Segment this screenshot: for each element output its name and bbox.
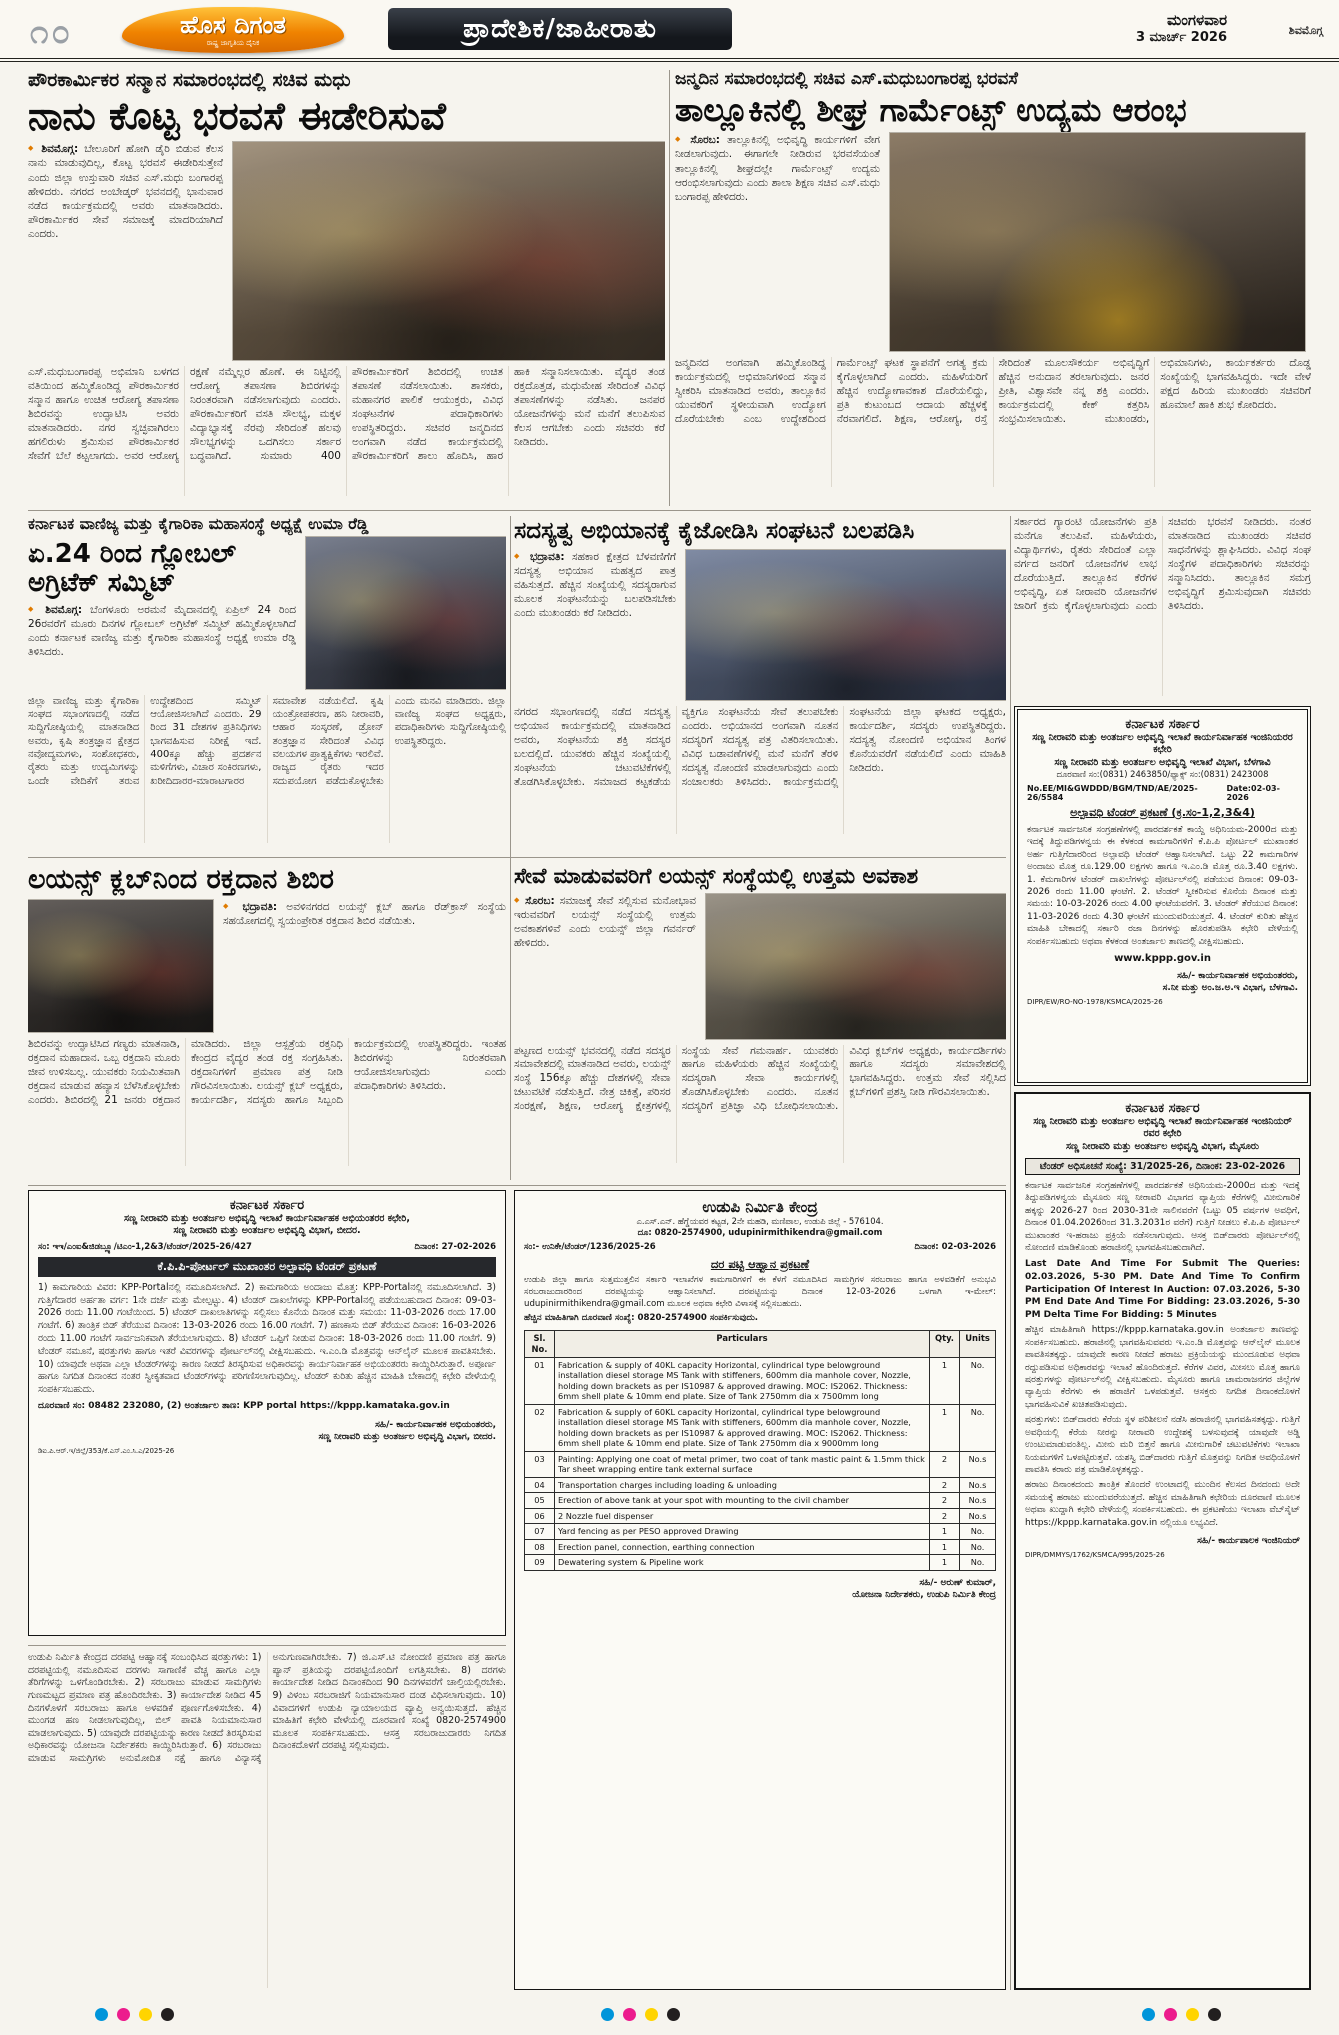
article-body: [1014, 516, 1311, 696]
govt-title: ಕರ್ನಾಟಕ ಸರ್ಕಾರ: [1125, 1101, 1200, 1116]
dipr-reference: DIPR/DMMYS/1762/KSMCA/995/2025-26: [1025, 1551, 1165, 1560]
article-photo: [686, 550, 1006, 700]
divider: [669, 70, 670, 506]
article-headline: ನಾನು ಕೊಟ್ಟ ಭರವಸೆ ಈಡೇರಿಸುವೆ: [28, 93, 446, 138]
office-name: ಸಣ್ಣ ನೀರಾವರಿ ಮತ್ತು ಅಂತರ್ಜಲ ಅಭಿವೃದ್ಧಿ ಇಲಾಖೆ ಕಾರ್ಯನಿರ್ವಾಹಕ ಅಭಿಯಂತರರ ಕಛೇರಿ,: [124, 1213, 410, 1224]
magenta-registration-dot: [117, 2008, 130, 2021]
article-lead: [28, 603, 296, 659]
column-header-sl: Sl. No.: [525, 1331, 555, 1358]
cell-particulars: Erection panel, connection, earthing connection: [555, 1539, 930, 1555]
tender-english-schedule: Last Date And Time For Submit The Queries: 02.03.2026, 5-30 PM. Date And Time To Confirm Participation Of Interest In Auction: 07.03.2026, 5-30 PM End Date And Time For Bidding: 23.03.2026, 5-30 PM Delta Time For Bidding: 5 Minutes: [1025, 1259, 1300, 1320]
dipr-reference: ಡಿಐ.ಪಿ.ಆರ್.ಇ/ಜಿಲ್ಲೆ/353/ಕೆ.ಎಸ್.ಎಂ.ಸಿ.ಎ/2025-26: [38, 1446, 175, 1455]
cell-sl: 03: [525, 1451, 555, 1477]
divider: [1010, 516, 1011, 1990]
article-lead: [675, 133, 880, 351]
cell-qty: 2: [930, 1477, 960, 1493]
signature-line1: ಸಹಿ/- ಅರುಣ್ ಕುಮಾರ್,: [919, 1577, 996, 1588]
cell-qty: 1: [930, 1539, 960, 1555]
signature-line1: ಸಹಿ/- ಕಾರ್ಯನಿರ್ವಾಹಕ ಅಭಿಯಂತರರು,: [1177, 971, 1298, 982]
cyan-registration-dot: [95, 2008, 108, 2021]
signature-block: [1027, 970, 1298, 994]
table-row: [525, 1493, 996, 1509]
office-name: ಸಣ್ಣ ನೀರಾವರಿ ಮತ್ತು ಅಂತರ್ಜಲ ಅಭಿವೃದ್ಧಿ ಇಲಾಖೆ ಕಾರ್ಯನಿರ್ವಾಹಕ ಇಂಜಿನಿಯರ್ ರವರ ಕಛೇರಿ: [1033, 1116, 1292, 1140]
publication-date: 3 ಮಾರ್ಚ್ 2026: [1135, 29, 1227, 45]
cell-qty: 2: [930, 1493, 960, 1509]
article-blood-donation: [28, 862, 506, 1178]
cell-sl: 06: [525, 1508, 555, 1524]
table-row: [525, 1508, 996, 1524]
cell-sl: 05: [525, 1493, 555, 1509]
black-registration-dot: [161, 2008, 174, 2021]
article-body: [28, 1038, 506, 1166]
materials-table: [524, 1330, 996, 1571]
body-text: ಪಟ್ಟಣದ ಲಯನ್ಸ್ ಭವನದಲ್ಲಿ ನಡೆದ ಸದಸ್ಯರ ಸಮಾವೇಶದಲ್ಲಿ ಮಾತನಾಡಿದ ಅವರು, ಲಯನ್ಸ್ ಸಂಸ್ಥೆ 156ಕ್ಕೂ ಹೆಚ್ಚು ದೇಶಗಳಲ್ಲಿ ಸೇವಾ ಚಟುವಟಿಕೆ ನಡೆಸುತ್ತಿದೆ. ನೇತ್ರ ಚಿಕಿತ್ಸೆ, ಪರಿಸರ ಸಂರಕ್ಷಣೆ, ಶಿಕ್ಷಣ, ಆರೋಗ್ಯ ಕ್ಷೇತ್ರಗಳಲ್ಲಿ ಸಂಸ್ಥೆಯ ಸೇವೆ ಗಮನಾರ್ಹ. ಯುವಕರು ಹಾಗೂ ಮಹಿಳೆಯರು ಹೆಚ್ಚಿನ ಸಂಖ್ಯೆಯಲ್ಲಿ ಸದಸ್ಯರಾಗಿ ಸೇವಾ ಕಾರ್ಯಗಳಲ್ಲಿ ತೊಡಗಿಸಿಕೊಳ್ಳಬೇಕು ಎಂದರು. ನೂತನ ಸದಸ್ಯರಿಗೆ ಪ್ರತಿಜ್ಞಾ ವಿಧಿ ಬೋಧಿಸಲಾಯಿತು. ವಿವಿಧ ಕ್ಲಬ್‌ಗಳ ಅಧ್ಯಕ್ಷರು, ಕಾರ್ಯದರ್ಶಿಗಳು ಹಾಗೂ ಸದಸ್ಯರು ಸಮಾವೇಶದಲ್ಲಿ ಭಾಗವಹಿಸಿದ್ದರು. ಉತ್ತಮ ಸೇವೆ ಸಲ್ಲಿಸಿದ ಕ್ಲಬ್‌ಗಳಿಗೆ ಪ್ರಶಸ್ತಿ ನೀಡಿ ಗೌರವಿಸಲಾಯಿತು.: [514, 1044, 1006, 1113]
article-photo: [890, 133, 1305, 351]
reference-line: [38, 1242, 496, 1252]
signature-line2: ಸ.ನೀ ಮತ್ತು ಅಂ.ಜ.ಅ.ಇ ವಿಭಾಗ, ಬೆಳಗಾವಿ.: [1162, 983, 1298, 994]
article-lead: [514, 894, 696, 1039]
body-text: ಶಿಬಿರವನ್ನು ಉದ್ಘಾಟಿಸಿದ ಗಣ್ಯರು ಮಾತನಾಡಿ, ರಕ್ತದಾನ ಮಹಾದಾನ. ಒಬ್ಬ ರಕ್ತದಾನಿ ಮೂರು ಜೀವ ಉಳಿಸಬಲ್ಲ. ಯುವಕರು ನಿಯಮಿತವಾಗಿ ರಕ್ತದಾನ ಮಾಡುವ ಹವ್ಯಾಸ ಬೆಳೆಸಿಕೊಳ್ಳಬೇಕು ಎಂದರು. ಶಿಬಿರದಲ್ಲಿ 21 ಜನರು ರಕ್ತದಾನ ಮಾಡಿದರು. ಜಿಲ್ಲಾ ಆಸ್ಪತ್ರೆಯ ರಕ್ತನಿಧಿ ಕೇಂದ್ರದ ವೈದ್ಯರ ತಂಡ ರಕ್ತ ಸಂಗ್ರಹಿಸಿತು. ರಕ್ತದಾನಿಗಳಿಗೆ ಪ್ರಮಾಣ ಪತ್ರ ನೀಡಿ ಗೌರವಿಸಲಾಯಿತು. ಲಯನ್ಸ್ ಕ್ಲಬ್ ಅಧ್ಯಕ್ಷರು, ಕಾರ್ಯದರ್ಶಿ, ಸದಸ್ಯರು ಹಾಗೂ ಸಿಬ್ಬಂದಿ ಕಾರ್ಯಕ್ರಮದಲ್ಲಿ ಉಪಸ್ಥಿತರಿದ್ದರು. ಇಂತಹ ಶಿಬಿರಗಳನ್ನು ನಿರಂತರವಾಗಿ ಆಯೋಜಿಸಲಾಗುವುದು ಎಂದು ಪದಾಧಿಕಾರಿಗಳು ತಿಳಿಸಿದರು.: [28, 1038, 506, 1107]
body-text: ಜಿಲ್ಲಾ ವಾಣಿಜ್ಯ ಮತ್ತು ಕೈಗಾರಿಕಾ ಸಂಘದ ಸಭಾಂಗಣದಲ್ಲಿ ನಡೆದ ಸುದ್ದಿಗೋಷ್ಠಿಯಲ್ಲಿ ಮಾತನಾಡಿದ ಅವರು, ಕೃಷಿ ತಂತ್ರಜ್ಞಾನ ಕ್ಷೇತ್ರದ ನವೋದ್ಯಮಗಳು, ಸಂಶೋಧಕರು, ರೈತರು ಮತ್ತು ಉದ್ಯಮಿಗಳನ್ನು ಒಂದೇ ವೇದಿಕೆಗೆ ತರುವ ಉದ್ದೇಶದಿಂದ ಸಮ್ಮಿಟ್ ಆಯೋಜಿಸಲಾಗಿದೆ ಎಂದರು. 29 ರಿಂದ 31 ದೇಶಗಳ ಪ್ರತಿನಿಧಿಗಳು ಭಾಗವಹಿಸುವ ನಿರೀಕ್ಷೆ ಇದೆ. 400ಕ್ಕೂ ಹೆಚ್ಚು ಪ್ರದರ್ಶನ ಮಳಿಗೆಗಳು, ವಿಚಾರ ಸಂಕಿರಣಗಳು, ಖರೀದಿದಾರರ-ಮಾರಾಟಗಾರರ ಸಮಾವೇಶ ನಡೆಯಲಿದೆ. ಕೃಷಿ ಯಂತ್ರೋಪಕರಣ, ಹನಿ ನೀರಾವರಿ, ಆಹಾರ ಸಂಸ್ಕರಣೆ, ಡ್ರೋನ್ ತಂತ್ರಜ್ಞಾನ ಸೇರಿದಂತೆ ವಿವಿಧ ವಲಯಗಳ ಪ್ರಾತ್ಯಕ್ಷಿಕೆಗಳು ಇರಲಿವೆ. ರಾಜ್ಯದ ರೈತರು ಇದರ ಸದುಪಯೋಗ ಪಡೆದುಕೊಳ್ಳಬೇಕು ಎಂದು ಮನವಿ ಮಾಡಿದರು. ಜಿಲ್ಲಾ ವಾಣಿಜ್ಯ ಸಂಘದ ಅಧ್ಯಕ್ಷರು, ಪದಾಧಿಕಾರಿಗಳು ಸುದ್ದಿಗೋಷ್ಠಿಯಲ್ಲಿ ಉಪಸ್ಥಿತರಿದ್ದರು.: [28, 695, 506, 787]
dateline: ◆ ಶಿವಮೊಗ್ಗ:: [28, 604, 82, 616]
reference-date: ದಿನಾಂಕ: 02-03-2026: [914, 1241, 996, 1252]
article-lead: [28, 142, 223, 360]
yellow-registration-dot: [139, 2008, 152, 2021]
cell-qty: 2: [930, 1508, 960, 1524]
body-text: ಎಸ್.ಮಧುಬಂಗಾರಪ್ಪ ಅಭಿಮಾನಿ ಬಳಗದ ವತಿಯಿಂದ ಹಮ್ಮಿಕೊಂಡಿದ್ದ ಪೌರಕಾರ್ಮಿಕರ ಸನ್ಮಾನ ಹಾಗೂ ಉಚಿತ ಆರೋಗ್ಯ ತಪಾಸಣಾ ಶಿಬಿರವನ್ನು ಉದ್ಘಾಟಿಸಿ ಅವರು ಮಾತನಾಡಿದರು. ನಗರ ಸ್ವಚ್ಛವಾಗಿರಲು ಹಗಲಿರುಳು ಶ್ರಮಿಸುವ ಪೌರಕಾರ್ಮಿಕರ ಸೇವೆಗೆ ಬೆಲೆ ಕಟ್ಟಲಾಗದು. ಅವರ ಆರೋಗ್ಯ ರಕ್ಷಣೆ ನಮ್ಮೆಲ್ಲರ ಹೊಣೆ. ಈ ನಿಟ್ಟಿನಲ್ಲಿ ಆರೋಗ್ಯ ತಪಾಸಣಾ ಶಿಬಿರಗಳನ್ನು ನಿರಂತರವಾಗಿ ನಡೆಸಲಾಗುವುದು ಎಂದರು. ಪೌರಕಾರ್ಮಿಕರಿಗೆ ವಸತಿ ಸೌಲಭ್ಯ, ಮಕ್ಕಳ ವಿದ್ಯಾಭ್ಯಾಸಕ್ಕೆ ನೆರವು ಸೇರಿದಂತೆ ಹಲವು ಸೌಲಭ್ಯಗಳನ್ನು ಒದಗಿಸಲು ಸರ್ಕಾರ ಬದ್ಧವಾಗಿದೆ. ಸುಮಾರು 400 ಪೌರಕಾರ್ಮಿಕರಿಗೆ ಶಿಬಿರದಲ್ಲಿ ಉಚಿತ ತಪಾಸಣೆ ನಡೆಸಲಾಯಿತು. ಶಾಸಕರು, ಮಹಾನಗರ ಪಾಲಿಕೆ ಆಯುಕ್ತರು, ವಿವಿಧ ಸಂಘಟನೆಗಳ ಪದಾಧಿಕಾರಿಗಳು ಉಪಸ್ಥಿತರಿದ್ದರು. ಸಚಿವರ ಜನ್ಮದಿನದ ಅಂಗವಾಗಿ ನಡೆದ ಕಾರ್ಯಕ್ರಮದಲ್ಲಿ ಪೌರಕಾರ್ಮಿಕರಿಗೆ ಶಾಲು ಹೊದಿಸಿ, ಹಾರ ಹಾಕಿ ಸನ್ಮಾನಿಸಲಾಯಿತು. ವೈದ್ಯರ ತಂಡ ರಕ್ತದೊತ್ತಡ, ಮಧುಮೇಹ ಸೇರಿದಂತೆ ವಿವಿಧ ತಪಾಸಣೆಗಳನ್ನು ನಡೆಸಿತು. ಜನಪರ ಯೋಜನೆಗಳನ್ನು ಮನೆ ಮನೆಗೆ ತಲುಪಿಸುವ ಕೆಲಸ ಆಗಬೇಕು ಎಂದು ಸಚಿವರು ಕರೆ ನೀಡಿದರು.: [28, 366, 665, 463]
divider: [28, 510, 1311, 511]
cell-particulars: Fabrication & supply of 60KL capacity Horizontal, cylindrical type belowground installation diesel storage MS Tank with stiffeners, 600mm dia manhole cover, Nozzle, holding down brackets as per IS10987 & approved drawing. MOC: IS2062. Thickness: 6mm shell plate & 10mm end plate. Size of Tank 2750mm dia x 9000mm long: [555, 1404, 930, 1451]
newspaper-logo: [122, 7, 344, 53]
tender-notification-number: ಟೆಂಡರ್ ಅಧಿಸೂಚನೆ ಸಂಖ್ಯೆ: 31/2025-26, ದಿನಾಂಕ: 23-02-2026: [1025, 1158, 1300, 1175]
cell-sl: 09: [525, 1555, 555, 1571]
signature-block: [524, 1577, 996, 1601]
lead-text: ತಾಲ್ಲೂಕಿನಲ್ಲಿ ಅಭಿವೃದ್ಧಿ ಕಾರ್ಯಗಳಿಗೆ ವೇಗ ನೀಡಲಾಗುವುದು. ಈಗಾಗಲೇ ನೀಡಿರುವ ಭರವಸೆಯಂತೆ ತಾಲ್ಲೂಕಿನಲ್ಲಿ ಶೀಘ್ರದಲ್ಲೇ ಗಾರ್ಮೆಂಟ್ಸ್ ಉದ್ಯಮ ಆರಂಭಿಸಲಾಗುವುದು ಎಂದು ಶಾಲಾ ಶಿಕ್ಷಣ ಸಚಿವ ಎಸ್.ಮಧು ಬಂಗಾರಪ್ಪ ಹೇಳಿದರು.: [675, 134, 880, 203]
udupi-nirmithi-kendra-notice: [514, 1190, 1006, 1990]
terms-columns: [28, 1652, 506, 1988]
reference-number: ಸಂ:- ಉನಿಕೇ/ಟೆಂಡರ್/1236/2025-26: [524, 1241, 656, 1252]
tender-body: ಕರ್ನಾಟಕ ಸಾರ್ವಜನಿಕ ಸಂಗ್ರಹಣೆಗಳಲ್ಲಿ ಪಾರದರ್ಶಕತೆ ಅಧಿನಿಯಮ-2000ದ ಮತ್ತು ಇದಕ್ಕೆ ತಿದ್ದುಪಡಿಗಳನ್ವಯ ಮೈಸೂರು ಸಣ್ಣ ನೀರಾವರಿ ವಿಭಾಗದ ವ್ಯಾಪ್ತಿಯ ಕೆರೆಗಳಲ್ಲಿ ಮೀನುಗಾರಿಕೆ ಹಕ್ಕನ್ನು 2026-27 ರಿಂದ 2030-31ನೇ ಸಾಲಿನವರೆಗೆ (ಒಟ್ಟು 05 ವರ್ಷಗಳ ಅವಧಿಗೆ, ದಿನಾಂಕ 01.04.2026ರಿಂದ 31.3.2031ರ ವರೆಗೆ) ಗುತ್ತಿಗೆ ನೀಡಲು ಕೆ.ಪಿ.ಪಿ ಪೋರ್ಟಲ್ ಮುಖಾಂತರ ಇ-ಹರಾಜು ಪ್ರಕ್ರಿಯೆ ನಡೆಸಲಾಗುವುದು. ಆಸಕ್ತ ಬಿಡ್‌ದಾರರು ಪೋರ್ಟಲ್‌ನಲ್ಲಿ ನೋಂದಣಿ ಮಾಡಿಕೊಂಡು ಹರಾಜಿನಲ್ಲಿ ಭಾಗವಹಿಸಬಹುದಾಗಿದೆ.: [1025, 1181, 1300, 1254]
dateline: ◆ ಶಿವಮೊಗ್ಗ:: [28, 143, 78, 155]
table-row: [525, 1539, 996, 1555]
tender-items: 1) ಕಾಮಗಾರಿಯ ವಿವರ: KPP-Portalನಲ್ಲಿ ನಮೂದಿಸಲಾಗಿದೆ. 2) ಕಾಮಗಾರಿಯ ಅಂದಾಜು ಮೊತ್ತ: KPP-Portalನಲ್ಲಿ ನಮೂದಿಸಲಾಗಿದೆ. 3) ಗುತ್ತಿಗೆದಾರರ ಅರ್ಹತಾ ವರ್ಗ: 1ನೇ ದರ್ಜೆ ಮತ್ತು ಮೇಲ್ಪಟ್ಟು. 4) ಟೆಂಡರ್ ದಾಖಲೆಗಳನ್ನು KPP-Portalನಲ್ಲಿ ಪಡೆಯಬಹುದಾದ ದಿನಾಂಕ: 09-03-2026 ರಂದು 11.00 ಗಂಟೆಯಿಂದ. 5) ಟೆಂಡರ್ ದಾಖಲಾತಿಗಳನ್ನು ಸಲ್ಲಿಸಲು ಕೊನೆಯ ದಿನಾಂಕ ಮತ್ತು ಸಮಯ: 11-03-2026 ರಂದು 17.00 ಗಂಟೆಗೆ. 6) ತಾಂತ್ರಿಕ ಬಿಡ್ ತೆರೆಯುವ ದಿನಾಂಕ: 13-03-2026 ರಂದು 16.00 ಗಂಟೆಗೆ. 7) ಹಣಕಾಸು ಬಿಡ್ ತೆರೆಯುವ ದಿನಾಂಕ: 16-03-2026 ರಂದು 11.00 ಗಂಟೆಗೆ ಸಾರ್ವಜನಿಕವಾಗಿ ತೆರೆಯಲಾಗುವುದು. 8) ಟೆಂಡರ್ ಒಪ್ಪಿಗೆ ನೀಡುವ ದಿನಾಂಕ: 18-03-2026 ರಂದು 11.00 ಗಂಟೆಗೆ. 9) ಟೆಂಡರ್ ನಮೂನೆ, ಷರತ್ತುಗಳು ಹಾಗೂ ಇತರೆ ವಿವರಗಳನ್ನು ಪೋರ್ಟಲ್‌ನಲ್ಲಿ ವೀಕ್ಷಿಸಬಹುದು. ಇ.ಎಂ.ಡಿ ಮೊತ್ತವನ್ನು ಆನ್‌ಲೈನ್ ಮೂಲಕ ಪಾವತಿಸಬೇಕು. 10) ಯಾವುದೇ ಅಥವಾ ಎಲ್ಲಾ ಟೆಂಡರ್‌ಗಳನ್ನು ಕಾರಣ ನೀಡದೆ ತಿರಸ್ಕರಿಸುವ ಅಧಿಕಾರವನ್ನು ಕಾರ್ಯನಿರ್ವಾಹಕ ಅಭಿಯಂತರರು ಕಾಯ್ದಿರಿಸಿರುತ್ತಾರೆ. ಅಪೂರ್ಣ ಹಾಗೂ ನಿಗದಿತ ದಿನಾಂಕದ ನಂತರ ಸ್ವೀಕೃತವಾದ ಟೆಂಡರ್‌ಗಳನ್ನು ಪರಿಗಣಿಸಲಾಗುವುದಿಲ್ಲ. ಟೆಂಡರ್ ಕುರಿತು ಹೆಚ್ಚಿನ ಮಾಹಿತಿ ಬೇಕಾದಲ್ಲಿ ಕಛೇರಿ ವೇಳೆಯಲ್ಲಿ ಸಂಪರ್ಕಿಸಬಹುದು.: [38, 1281, 496, 1396]
registration-marks-left: [95, 2008, 174, 2021]
tender-notice-mysuru: [1014, 1092, 1311, 1990]
article-garments-industry: [675, 70, 1311, 506]
edition-name: ಶಿವಮೊಗ್ಗ: [1288, 24, 1323, 37]
table-row: [525, 1555, 996, 1571]
headline-lead-block: [28, 537, 296, 689]
govt-title: ಕರ್ನಾಟಕ ಸರ್ಕಾರ: [1125, 717, 1200, 732]
article-headline: ಏ.24 ರಿಂದ ಗ್ಲೋಬಲ್ ಅಗ್ರಿಟೆಕ್ ಸಮ್ಮಿಟ್: [28, 538, 237, 598]
article-lions-service: [514, 862, 1006, 1178]
cell-units: No.s: [960, 1493, 996, 1509]
phone-line: ದೂರವಾಣಿ ಸಂ: 08482 232080, (2) ಅಂತರ್ಜಾಲ ತಾಣ: KPP portal https://kppp.kamataka.gov.in: [38, 1401, 450, 1412]
govt-title: ಕರ್ನಾಟಕ ಸರ್ಕಾರ: [229, 1198, 305, 1213]
website-url: www.kppp.gov.in: [1114, 953, 1211, 965]
tender-title: ಅಲ್ಪಾವಧಿ ಟೆಂಡರ್ ಪ್ರಕಟಣೆ (ಕ್ರ.ಸಂ-1,2,3&4): [1070, 805, 1255, 819]
cell-sl: 02: [525, 1404, 555, 1451]
tender-notice-bidar: [28, 1190, 506, 1636]
article-photo: [233, 142, 665, 360]
cell-sl: 01: [525, 1357, 555, 1404]
article-kicker: ಕರ್ನಾಟಕ ವಾಣಿಜ್ಯ ಮತ್ತು ಕೈಗಾರಿಕಾ ಮಹಾಸಂಸ್ಥೆ ಅಧ್ಯಕ್ಷೆ ಉಮಾ ರೆಡ್ಡಿ: [28, 516, 369, 533]
table-row: [525, 1404, 996, 1451]
signature-line2: ಯೋಜನಾ ನಿರ್ದೇಶಕರು, ಉಡುಪಿ ನಿರ್ಮಿತಿ ಕೇಂದ್ರ: [852, 1589, 996, 1600]
terms-text: ಉಡುಪಿ ನಿರ್ಮಿತಿ ಕೇಂದ್ರದ ದರಪಟ್ಟಿ ಆಹ್ವಾನಕ್ಕೆ ಸಂಬಂಧಿಸಿದ ಷರತ್ತುಗಳು: 1) ದರಪಟ್ಟಿಯಲ್ಲಿ ನಮೂದಿಸುವ ದರಗಳು ಸಾಗಾಣಿಕೆ ವೆಚ್ಚ ಹಾಗೂ ಎಲ್ಲಾ ತೆರಿಗೆಗಳನ್ನು ಒಳಗೊಂಡಿರಬೇಕು. 2) ಸರಬರಾಜು ಮಾಡುವ ಸಾಮಗ್ರಿಗಳು ಗುಣಮಟ್ಟದ ಪ್ರಮಾಣ ಪತ್ರ ಹೊಂದಿರಬೇಕು. 3) ಕಾರ್ಯಾದೇಶ ನೀಡಿದ 45 ದಿನಗಳೊಳಗೆ ಸರಬರಾಜು ಹಾಗೂ ಅಳವಡಿಕೆ ಪೂರ್ಣಗೊಳಿಸಬೇಕು. 4) ಮುಂಗಡ ಹಣ ನೀಡಲಾಗುವುದಿಲ್ಲ, ಬಿಲ್ ಪಾವತಿ ನಿಯಮಾನುಸಾರ ಮಾಡಲಾಗುವುದು. 5) ಯಾವುದೇ ದರಪಟ್ಟಿಯನ್ನು ಕಾರಣ ನೀಡದೆ ತಿರಸ್ಕರಿಸುವ ಅಧಿಕಾರವನ್ನು ಯೋಜನಾ ನಿರ್ದೇಶಕರು ಕಾಯ್ದಿರಿಸಿರುತ್ತಾರೆ. 6) ಸರಬರಾಜು ಮಾಡುವ ಸಾಮಗ್ರಿಗಳು ಅನುಮೋದಿತ ನಕ್ಷೆ ಹಾಗೂ ವಿನ್ಯಾಸಕ್ಕೆ ಅನುಗುಣವಾಗಿರಬೇಕು. 7) ಜಿ.ಎಸ್.ಟಿ ನೋಂದಣಿ ಪ್ರಮಾಣ ಪತ್ರ ಹಾಗೂ ಪ್ಯಾನ್ ಪ್ರತಿಯನ್ನು ದರಪಟ್ಟಿಯೊಂದಿಗೆ ಲಗತ್ತಿಸಬೇಕು. 8) ದರಗಳು ಕಾರ್ಯಾದೇಶ ನೀಡಿದ ದಿನಾಂಕದಿಂದ 90 ದಿನಗಳವರೆಗೆ ಚಾಲ್ತಿಯಲ್ಲಿರಬೇಕು. 9) ವಿಳಂಬ ಸರಬರಾಜಿಗೆ ನಿಯಮಾನುಸಾರ ದಂಡ ವಿಧಿಸಲಾಗುವುದು. 10) ವಿವಾದಗಳಿಗೆ ಉಡುಪಿ ನ್ಯಾಯಾಲಯದ ವ್ಯಾಪ್ತಿ ಅನ್ವಯಿಸುತ್ತದೆ. ಹೆಚ್ಚಿನ ಮಾಹಿತಿಗೆ ಕಛೇರಿ ವೇಳೆಯಲ್ಲಿ ದೂರವಾಣಿ ಸಂಖ್ಯೆ 0820-2574900 ಮೂಲಕ ಸಂಪರ್ಕಿಸಬಹುದು. ಆಸಕ್ತ ಸರಬರಾಜುದಾರರು ನಿಗದಿತ ದಿನಾಂಕದೊಳಗೆ ದರಪಟ್ಟಿ ಸಲ್ಲಿಸುವುದು.: [28, 1652, 506, 1764]
divider: [28, 1185, 1006, 1186]
cell-qty: 1: [930, 1404, 960, 1451]
cyan-registration-dot: [601, 2008, 614, 2021]
table-header-row: [525, 1331, 996, 1358]
notice-terms-block: [28, 1652, 506, 1990]
cell-qty: 2: [930, 1451, 960, 1477]
yellow-registration-dot: [1186, 2008, 1199, 2021]
article-headline: ಸದಸ್ಯತ್ವ ಅಭಿಯಾನಕ್ಕೆ ಕೈಜೋಡಿಸಿ ಸಂಘಟನೆ ಬಲಪಡಿಸಿ: [514, 518, 915, 544]
section-title: ಪ್ರಾದೇಶಿಕ/ಜಾಹೀರಾತು: [388, 8, 732, 50]
table-row: [525, 1451, 996, 1477]
signature-block: [38, 1419, 496, 1443]
divider: [28, 857, 1006, 858]
cell-particulars: Transportation charges including loading & unloading: [555, 1477, 930, 1493]
article-photo: [28, 900, 213, 1032]
tender-body: ಹೆಚ್ಚಿನ ಮಾಹಿತಿಗಾಗಿ https://kppp.karnataka.gov.in ಅಂತರ್ಜಾಲ ತಾಣವನ್ನು ಸಂಪರ್ಕಿಸಬಹುದು. ಹರಾಜಿನಲ್ಲಿ ಭಾಗವಹಿಸುವವರು ಇ.ಎಂ.ಡಿ ಮೊತ್ತವನ್ನು ಆನ್‌ಲೈನ್ ಮೂಲಕ ಪಾವತಿಸತಕ್ಕದ್ದು. ಯಾವುದೇ ಕಾರಣ ನೀಡದೆ ಹರಾಜು ಪ್ರಕ್ರಿಯೆಯನ್ನು ಮುಂದೂಡುವ ಅಥವಾ ರದ್ದುಪಡಿಸುವ ಅಧಿಕಾರವನ್ನು ಇಲಾಖೆ ಹೊಂದಿರುತ್ತದೆ. ಕೆರೆಗಳ ವಿವರ, ಮೀಸಲು ಮೊತ್ತ ಹಾಗೂ ಷರತ್ತುಗಳನ್ನು ಪೋರ್ಟಲ್‌ನಲ್ಲಿ ವೀಕ್ಷಿಸಬಹುದು. ಮೈಸೂರು ಹಾಗೂ ಚಾಮರಾಜನಗರ ಜಿಲ್ಲೆಗಳ ವ್ಯಾಪ್ತಿಯ ಕೆರೆಗಳು ಈ ಹರಾಜಿಗೆ ಒಳಪಡುತ್ತವೆ. ಆಸಕ್ತರು ನಿಗದಿತ ದಿನಾಂಕದೊಳಗೆ ಭಾಗವಹಿಸುವಿಕೆ ಖಚಿತಪಡಿಸುವುದು.: [1025, 1325, 1300, 1410]
dateline: ◆ ಭದ್ರಾವತಿ:: [514, 551, 565, 563]
column-header-particulars: Particulars: [555, 1331, 930, 1358]
cell-units: No.s: [960, 1451, 996, 1477]
column-header-qty: Qty.: [930, 1331, 960, 1358]
tender-title-bar: ಕೆ.ಪಿ.ಪಿ-ಪೋರ್ಟಲ್ ಮುಖಾಂತರ ಅಲ್ಪಾವಧಿ ಟೆಂಡರ್ ಪ್ರಕಟಣೆ: [38, 1257, 496, 1277]
cell-particulars: 2 Nozzle fuel dispenser: [555, 1508, 930, 1524]
article-body: [514, 1045, 1006, 1163]
reference-line: [524, 1242, 996, 1252]
article-lead: [223, 900, 506, 1032]
dateline: ◆ ಭದ್ರಾವತಿ:: [223, 901, 277, 913]
tender-body: ಹರಾಜು ದಿನಾಂಕದಂದು ತಾಂತ್ರಿಕ ತೊಂದರೆ ಉಂಟಾದಲ್ಲಿ ಮುಂದಿನ ಕೆಲಸದ ದಿನದಂದು ಅದೇ ಸಮಯಕ್ಕೆ ಹರಾಜು ಮುಂದುವರೆಯುತ್ತದೆ. ಹೆಚ್ಚಿನ ಮಾಹಿತಿಗಾಗಿ ಕಛೇರಿಯ ದೂರವಾಣಿ ಮೂಲಕ ಅಥವಾ ಖುದ್ದಾಗಿ ಕಛೇರಿ ವೇಳೆಯಲ್ಲಿ ಸಂಪರ್ಕಿಸಬಹುದು. ಈ ಪ್ರಕಟಣೆಯು ಇಲಾಖಾ ವೆಬ್‌ಸೈಟ್ https://kppp.karnataka.gov.in ನಲ್ಲಿಯೂ ಲಭ್ಯವಿದೆ.: [1025, 1480, 1300, 1528]
signature-line2: ಸಣ್ಣ ನೀರಾವರಿ ಮತ್ತು ಅಂತರ್ಜಲ ಅಭಿವೃದ್ಧಿ ವಿಭಾಗ, ಬೀದರ.: [318, 1431, 496, 1442]
body-text: ಸರ್ಕಾರದ ಗ್ಯಾರಂಟಿ ಯೋಜನೆಗಳು ಪ್ರತಿ ಮನೆಗೂ ತಲುಪಿವೆ. ಮಹಿಳೆಯರು, ವಿದ್ಯಾರ್ಥಿಗಳು, ರೈತರು ಸೇರಿದಂತೆ ಎಲ್ಲಾ ವರ್ಗದ ಜನರಿಗೆ ಯೋಜನೆಗಳ ಲಾಭ ದೊರೆಯುತ್ತಿದೆ. ತಾಲ್ಲೂಕಿನ ಕೆರೆಗಳ ಅಭಿವೃದ್ಧಿ, ಏತ ನೀರಾವರಿ ಯೋಜನೆಗಳ ಜಾರಿಗೆ ಕ್ರಮ ಕೈಗೊಳ್ಳಲಾಗುವುದು ಎಂದು ಸಚಿವರು ಭರವಸೆ ನೀಡಿದರು. ನಂತರ ಮಾತನಾಡಿದ ಮುಖಂಡರು ಸಚಿವರ ಸಾಧನೆಗಳನ್ನು ಶ್ಲಾಘಿಸಿದರು. ವಿವಿಧ ಸಂಘ ಸಂಸ್ಥೆಗಳ ಪದಾಧಿಕಾರಿಗಳು ಸಚಿವರನ್ನು ಸನ್ಮಾನಿಸಿದರು. ತಾಲ್ಲೂಕಿನ ಸಮಗ್ರ ಅಭಿವೃದ್ಧಿಗೆ ಶ್ರಮಿಸುವುದಾಗಿ ಸಚಿವರು ತಿಳಿಸಿದರು.: [1014, 516, 1311, 612]
column-header-units: Units: [960, 1331, 996, 1358]
reference-number: ಸಂ: ಇಇ/ಎಂಐ&ಜಿಡಬ್ಲ್ಯೂ/ಟಿಎಂ-1,2&3/ಟೆಂಡರ್/2025-26/427: [38, 1241, 252, 1252]
notice-title: ಉಡುಪಿ ನಿರ್ಮಿತಿ ಕೇಂದ್ರ: [702, 1198, 818, 1216]
cell-units: No.: [960, 1539, 996, 1555]
tender-body: ಕರ್ನಾಟಕ ಸಾರ್ವಜನಿಕ ಸಂಗ್ರಹಣೆಗಳಲ್ಲಿ ಪಾರದರ್ಶಕತೆ ಕಾಯ್ದೆ ಅಧಿನಿಯಮ-2000ದ ಮತ್ತು ಇದಕ್ಕೆ ತಿದ್ದುಪಡಿಗಳನ್ವಯ ಈ ಕೆಳಕಂಡ ಕಾಮಗಾರಿಗಳಿಗೆ ಕೆ.ಪಿ.ಪಿ ಪೋರ್ಟಲ್ ಮುಖಾಂತರ ಅರ್ಹ ಗುತ್ತಿಗೆದಾರರಿಂದ ಅಲ್ಪಾವಧಿ ಟೆಂಡರ್ ಆಹ್ವಾನಿಸಲಾಗಿದೆ. ಒಟ್ಟು 22 ಕಾಮಗಾರಿಗಳ ಅಂದಾಜು ಮೊತ್ತ ರೂ.129.00 ಲಕ್ಷಗಳು ಹಾಗೂ ಇ.ಎಂ.ಡಿ ಮೊತ್ತ ರೂ.3.40 ಲಕ್ಷಗಳು. 1. ಕೆಮಗಾರಿಗಳ ಟೆಂಡರ್ ದಾಖಲೆಗಳನ್ನು ಪೋರ್ಟಲ್‌ನಲ್ಲಿ ಪಡೆಯುವ ದಿನಾಂಕ: 09-03-2026 ರಂದು 11.00 ಘಂಟೆಗೆ. 2. ಟೆಂಡರ್ ಸ್ವೀಕರಿಸುವ ಕೊನೆಯ ದಿನಾಂಕ ಮತ್ತು ಸಮಯ: 10-03-2026 ರಂದು 4.00 ಘಂಟೆಯವರೆಗೆ. 3. ಟೆಂಡರ್ ತೆರೆಯುವ ದಿನಾಂಕ: 11-03-2026 ರಂದು 4.30 ಘಂಟೆಗೆ ಮುಂದುವರಿಯುತ್ತದೆ. 4. ಟೆಂಡರ್ ಕುರಿತು ಹೆಚ್ಚಿನ ಮಾಹಿತಿ ಬೇಕಾದಲ್ಲಿ ಸರ್ಕಾರಿ ರಜಾ ದಿನಗಳನ್ನು ಹೊರತುಪಡಿಸಿ ಕಛೇರಿ ವೇಳೆಯಲ್ಲಿ ಸಂಪರ್ಕಿಸಬಹುದು ಅಥವಾ ಕೆಳಕಂಡ ಅಂತರ್ಜಾಲ ತಾಣದಲ್ಲಿ ವೀಕ್ಷಿಸಬಹುದು.: [1027, 824, 1298, 947]
black-registration-dot: [1208, 2008, 1221, 2021]
table-row: [525, 1524, 996, 1540]
cell-particulars: Dewatering system & Pipeline work: [555, 1555, 930, 1571]
notice-intro: ಉಡುಪಿ ಜಿಲ್ಲಾ ಹಾಗೂ ಸುತ್ತಮುತ್ತಲಿನ ಸರ್ಕಾರಿ ಇಲಾಖೆಗಳ ಕಾಮಗಾರಿಗಳಿಗೆ ಈ ಕೆಳಗೆ ನಮೂದಿಸಿದ ಸಾಮಗ್ರಿಗಳ ಸರಬರಾಜು ಹಾಗೂ ಅಳವಡಿಕೆಗೆ ಅನುಭವಿ ಸರಬರಾಜುದಾರರಿಂದ ದರಪಟ್ಟಿಯನ್ನು ಆಹ್ವಾನಿಸಲಾಗಿದೆ. ದರಪಟ್ಟಿಯನ್ನು ದಿನಾಂಕ 12-03-2026 ಒಳಗಾಗಿ ಇ-ಮೇಲ್: udupinirmithikendra@gmail.com ಮೂಲಕ ಅಥವಾ ಕಛೇರಿ ವಿಳಾಸಕ್ಕೆ ಸಲ್ಲಿಸಬಹುದು.: [524, 1274, 996, 1309]
reference-date: ದಿನಾಂಕ: 27-02-2026: [414, 1241, 496, 1252]
notice-note: ಹೆಚ್ಚಿನ ಮಾಹಿತಿಗಾಗಿ ದೂರವಾಣಿ ಸಂಖ್ಯೆ: 0820-2574900 ಸಂಪರ್ಕಿಸುವುದು.: [524, 1313, 759, 1324]
dateline: ◆ ಸೊರಬ:: [675, 134, 720, 146]
black-registration-dot: [667, 2008, 680, 2021]
cell-particulars: Painting: Applying one coat of metal primer, two coat of tank mastic paint & 1.5mm thick Tar sheet wrapping entire tank external surface: [555, 1451, 930, 1477]
lead-text: ಅವಳಿನಗರದ ಲಯನ್ಸ್ ಕ್ಲಬ್ ಹಾಗೂ ರೆಡ್‌ಕ್ರಾಸ್ ಸಂಸ್ಥೆಯ ಸಹಯೋಗದಲ್ಲಿ ಸ್ವಯಂಪ್ರೇರಿತ ರಕ್ತದಾನ ಶಿಬಿರ ನಡೆಯಿತು.: [223, 901, 506, 928]
lead-text: ಸಹಕಾರ ಕ್ಷೇತ್ರದ ಬೆಳವಣಿಗೆಗೆ ಸದಸ್ಯತ್ವ ಅಭಿಯಾನ ಮಹತ್ವದ ಪಾತ್ರ ವಹಿಸುತ್ತದೆ. ಹೆಚ್ಚಿನ ಸಂಖ್ಯೆಯಲ್ಲಿ ಸದಸ್ಯರಾಗುವ ಮೂಲಕ ಸಂಘಟನೆಯನ್ನು ಬಲಪಡಿಸಬೇಕು ಎಂದು ಮುಖಂಡರು ಕರೆ ನೀಡಿದರು.: [514, 550, 676, 619]
tender-notice-belagavi: [1014, 706, 1311, 1086]
article-agritech-summit: [28, 516, 506, 850]
cell-qty: 1: [930, 1357, 960, 1404]
article-body: [514, 706, 1006, 834]
signature-line1: ಸಹಿ/- ಕಾರ್ಯನಿರ್ವಾಹಕ ಅಭಿಯಂತರರು,: [375, 1419, 496, 1430]
cell-units: No.: [960, 1357, 996, 1404]
notice-heading: ದರ ಪಟ್ಟಿ ಆಹ್ವಾನ ಪ್ರಕಟಣೆ: [710, 1256, 810, 1271]
dipr-reference: DIPR/EW/RO-NO-1978/KSMCA/2025-26: [1027, 998, 1163, 1007]
weekday: ಮಂಗಳವಾರ: [1166, 11, 1227, 29]
cell-units: No.: [960, 1524, 996, 1540]
article-headline: ತಾಲ್ಲೂಕಿನಲ್ಲಿ ಶೀಘ್ರ ಗಾರ್ಮೆಂಟ್ಸ್ ಉದ್ಯಮ ಆರಂಭ: [675, 90, 1187, 129]
cell-sl: 07: [525, 1524, 555, 1540]
magenta-registration-dot: [623, 2008, 636, 2021]
lead-text: ಸಮಾಜಕ್ಕೆ ಸೇವೆ ಸಲ್ಲಿಸುವ ಮನೋಭಾವ ಇರುವವರಿಗೆ ಲಯನ್ಸ್ ಸಂಸ್ಥೆಯಲ್ಲಿ ಉತ್ತಮ ಅವಕಾಶಗಳಿವೆ ಎಂದು ಲಯನ್ಸ್ ಜಿಲ್ಲಾ ಗವರ್ನರ್ ಹೇಳಿದರು.: [514, 894, 696, 949]
notice-contact: ದೂ: 0820-2574900, udupinirmithikendra@gmail.com: [637, 1226, 883, 1237]
article-body: [28, 695, 506, 843]
article-kicker: ಜನ್ಮದಿನ ಸಮಾರಂಭದಲ್ಲಿ ಸಚಿವ ಎಸ್.ಮಧುಬಂಗಾರಪ್ಪ ಭರವಸೆ: [675, 70, 1018, 89]
reference-line: [1027, 784, 1298, 802]
article-body: [675, 357, 1311, 487]
phone-line: ದೂರವಾಣಿ ಸಂ:(0831) 2463850/ಫ್ಯಾಕ್ಸ್ ಸಂ:(0831) 2423008: [1056, 769, 1269, 780]
cell-sl: 04: [525, 1477, 555, 1493]
notice-address: ಎ.ಎಸ್.ಎನ್. ಹೆಗ್ಡೆಯವರ ಕಟ್ಟಡ, 2ನೇ ಮಹಡಿ, ಮಣಿಪಾಲ, ಉಡುಪಿ ಜಿಲ್ಲೆ - 576104.: [636, 1216, 884, 1226]
divider: [28, 1645, 506, 1646]
registration-marks-center: [601, 2008, 680, 2021]
office-division: ಸಣ್ಣ ನೀರಾವರಿ ಮತ್ತು ಅಂತರ್ಜಲ ಅಭಿವೃದ್ಧಿ ಇಲಾಖೆ ವಿಭಾಗ, ಬೆಳಗಾವಿ: [1054, 756, 1271, 768]
cell-units: No.: [960, 1404, 996, 1451]
article-photo: [706, 894, 1006, 1039]
cell-qty: 1: [930, 1524, 960, 1540]
tender-conditions: ಷರತ್ತುಗಳು: ಬಿಡ್‌ದಾರರು ಕೆರೆಯ ಸ್ಥಳ ಪರಿಶೀಲನೆ ನಡೆಸಿ ಹರಾಜಿನಲ್ಲಿ ಭಾಗವಹಿಸತಕ್ಕದ್ದು. ಗುತ್ತಿಗೆ ಅವಧಿಯಲ್ಲಿ ಕೆರೆಯ ನೀರನ್ನು ನೀರಾವರಿ ಉದ್ದೇಶಕ್ಕೆ ಬಳಸುವುದಕ್ಕೆ ಯಾವುದೇ ಅಡ್ಡಿ ಉಂಟುಮಾಡುವಂತಿಲ್ಲ. ಮೀನು ಮರಿ ಬಿತ್ತನೆ ಹಾಗೂ ಮೀನುಗಾರಿಕೆ ಚಟುವಟಿಕೆಗಳು ಇಲಾಖಾ ನಿಯಮಗಳಿಗೆ ಒಳಪಟ್ಟಿರುತ್ತವೆ. ಯಶಸ್ವಿ ಬಿಡ್‌ದಾರರು ಗುತ್ತಿಗೆ ಮೊತ್ತವನ್ನು ನಿಗದಿತ ಅವಧಿಯೊಳಗೆ ಪಾವತಿಸಿ ಕರಾರು ಪತ್ರ ಮಾಡಿಕೊಳ್ಳತಕ್ಕದ್ದು.: [1025, 1415, 1300, 1475]
registration-marks-right: [1142, 2008, 1221, 2021]
article-continuation: [1014, 516, 1311, 698]
article-body: [28, 366, 665, 496]
signature-block: ಸಹಿ/- ಕಾರ್ಯಪಾಲಕ ಇಂಜಿನಿಯರ್: [1197, 1535, 1300, 1546]
body-text: ನಗರದ ಸಭಾಂಗಣದಲ್ಲಿ ನಡೆದ ಸದಸ್ಯತ್ವ ಅಭಿಯಾನ ಕಾರ್ಯಕ್ರಮದಲ್ಲಿ ಮಾತನಾಡಿದ ಅವರು, ಸಂಘಟನೆಯ ಶಕ್ತಿ ಸದಸ್ಯರ ಬಲದಲ್ಲಿದೆ. ಯುವಕರು ಹೆಚ್ಚಿನ ಸಂಖ್ಯೆಯಲ್ಲಿ ಸಂಘಟನೆಯ ಚಟುವಟಿಕೆಗಳಲ್ಲಿ ತೊಡಗಿಸಿಕೊಳ್ಳಬೇಕು. ಸಮಾಜದ ಕಟ್ಟಕಡೆಯ ವ್ಯಕ್ತಿಗೂ ಸಂಘಟನೆಯ ಸೇವೆ ತಲುಪಬೇಕು ಎಂದರು. ಅಭಿಯಾನದ ಅಂಗವಾಗಿ ನೂತನ ಸದಸ್ಯರಿಗೆ ಸದಸ್ಯತ್ವ ಪತ್ರ ವಿತರಿಸಲಾಯಿತು. ವಿವಿಧ ಬಡಾವಣೆಗಳಲ್ಲಿ ಮನೆ ಮನೆಗೆ ತೆರಳಿ ಸದಸ್ಯತ್ವ ನೋಂದಣಿ ಮಾಡಲಾಗುವುದು ಎಂದು ಸಂಚಾಲಕರು ತಿಳಿಸಿದರು. ಕಾರ್ಯಕ್ರಮದಲ್ಲಿ ಸಂಘಟನೆಯ ಜಿಲ್ಲಾ ಘಟಕದ ಅಧ್ಯಕ್ಷರು, ಕಾರ್ಯದರ್ಶಿ, ಸದಸ್ಯರು ಉಪಸ್ಥಿತರಿದ್ದರು. ಸದಸ್ಯತ್ವ ನೋಂದಣಿ ಅಭಿಯಾನ ತಿಂಗಳ ಕೊನೆಯವರೆಗೆ ನಡೆಯಲಿದೆ ಎಂದು ಮಾಹಿತಿ ನೀಡಿದರು.: [514, 705, 1006, 788]
office-division: ಸಣ್ಣ ನೀರಾವರಿ ಮತ್ತು ಅಂತರ್ಜಲ ಅಭಿವೃದ್ಧಿ ವಿಭಾಗ, ಬೀದರ.: [173, 1225, 361, 1237]
logo-tagline: ರಾಷ್ಟ್ರ ಜಾಗೃತಿಯ ದೈನಿಕ: [206, 38, 260, 47]
article-photo: [306, 537, 506, 689]
magenta-registration-dot: [1164, 2008, 1177, 2021]
article-kicker: ಪೌರಕಾರ್ಮಿಕರ ಸನ್ಮಾನ ಸಮಾರಂಭದಲ್ಲಿ ಸಚಿವ ಮಧು: [28, 70, 351, 91]
date-block: [1136, 11, 1227, 46]
lead-text: ಬೆಂಗಳೂರು ಅರಮನೆ ಮೈದಾನದಲ್ಲಿ ಏಪ್ರಿಲ್ 24 ರಿಂದ 26ರವರೆಗೆ ಮೂರು ದಿನಗಳ ಗ್ಲೋಬಲ್ ಅಗ್ರಿಟೆಕ್ ಸಮ್ಮಿಟ್ ಹಮ್ಮಿಕೊಳ್ಳಲಾಗಿದೆ ಎಂದು ಕರ್ನಾಟಕ ವಾಣಿಜ್ಯ ಮತ್ತು ಕೈಗಾರಿಕಾ ಮಹಾಸಂಸ್ಥೆ ಅಧ್ಯಕ್ಷೆ ಉಮಾ ರೆಡ್ಡಿ ತಿಳಿಸಿದರು.: [28, 604, 296, 659]
cell-units: No.: [960, 1555, 996, 1571]
reference-date: Date:02-03-2026: [1226, 783, 1280, 802]
divider: [510, 516, 511, 1180]
body-text: ಜನ್ಮದಿನದ ಅಂಗವಾಗಿ ಹಮ್ಮಿಕೊಂಡಿದ್ದ ಕಾರ್ಯಕ್ರಮದಲ್ಲಿ ಅಭಿಮಾನಿಗಳಿಂದ ಸನ್ಮಾನ ಸ್ವೀಕರಿಸಿ ಮಾತನಾಡಿದ ಅವರು, ತಾಲ್ಲೂಕಿನ ಯುವಕರಿಗೆ ಸ್ಥಳೀಯವಾಗಿ ಉದ್ಯೋಗ ದೊರೆಯಬೇಕು ಎಂಬ ಉದ್ದೇಶದಿಂದ ಗಾರ್ಮೆಂಟ್ಸ್ ಘಟಕ ಸ್ಥಾಪನೆಗೆ ಅಗತ್ಯ ಕ್ರಮ ಕೈಗೊಳ್ಳಲಾಗಿದೆ ಎಂದರು. ಮಹಿಳೆಯರಿಗೆ ಹೆಚ್ಚಿನ ಉದ್ಯೋಗಾವಕಾಶ ದೊರೆಯಲಿದ್ದು, ಪ್ರತಿ ಕುಟುಂಬದ ಆದಾಯ ಹೆಚ್ಚಳಕ್ಕೆ ನೆರವಾಗಲಿದೆ. ಶಿಕ್ಷಣ, ಆರೋಗ್ಯ, ರಸ್ತೆ ಸೇರಿದಂತೆ ಮೂಲಸೌಕರ್ಯ ಅಭಿವೃದ್ಧಿಗೆ ಹೆಚ್ಚಿನ ಅನುದಾನ ತರಲಾಗುವುದು. ಜನರ ಪ್ರೀತಿ, ವಿಶ್ವಾಸವೇ ನನ್ನ ಶಕ್ತಿ ಎಂದರು. ಕಾರ್ಯಕ್ರಮದಲ್ಲಿ ಕೇಕ್ ಕತ್ತರಿಸಿ ಸಂಭ್ರಮಿಸಲಾಯಿತು. ಮುಖಂಡರು, ಅಭಿಮಾನಿಗಳು, ಕಾರ್ಯಕರ್ತರು ದೊಡ್ಡ ಸಂಖ್ಯೆಯಲ್ಲಿ ಭಾಗವಹಿಸಿದ್ದರು. ಇದೇ ವೇಳೆ ಪಕ್ಷದ ಹಿರಿಯ ಮುಖಂಡರು ಸಚಿವರಿಗೆ ಹೂಮಾಲೆ ಹಾಕಿ ಶುಭ ಕೋರಿದರು.: [675, 357, 1311, 426]
reference-number: No.EE/MI&GWDDD/BGM/TND/AE/2025-26/5584: [1027, 783, 1198, 802]
cell-particulars: Fabrication & supply of 40KL capacity Horizontal, cylindrical type belowground installation diesel storage MS Tank with stiffeners, 600mm dia manhole cover, Nozzle, holding down brackets as per IS10987 & approved drawing. MOC: IS2062. Thickness: 6mm shell plate & 10mm end plate. Size of Tank 2750mm dia x 7500mm long: [555, 1357, 930, 1404]
table-row: [525, 1477, 996, 1493]
article-headline: ಲಯನ್ಸ್ ಕ್ಲಬ್‌ನಿಂದ ರಕ್ತದಾನ ಶಿಬಿರ: [28, 864, 334, 895]
cell-units: No.s: [960, 1477, 996, 1493]
lead-text: ಬೇಲೂರಿಗೆ ಹೋಗಿ ಡೈರಿ ಬಿಡುವ ಕೆಲಸ ನಾನು ಮಾಡುವುದಿಲ್ಲ, ಕೊಟ್ಟ ಭರವಸೆ ಈಡೇರಿಸುತ್ತೇನೆ ಎಂದು ಜಿಲ್ಲಾ ಉಸ್ತುವಾರಿ ಸಚಿವ ಎಸ್.ಮಧು ಬಂಗಾರಪ್ಪ ಹೇಳಿದರು. ನಗರದ ಅಂಬೇಡ್ಕರ್ ಭವನದಲ್ಲಿ ಭಾನುವಾರ ನಡೆದ ಕಾರ್ಯಕ್ರಮದಲ್ಲಿ ಅವರು ಮಾತನಾಡಿದರು. ಪೌರಕಾರ್ಮಿಕರ ಸೇವೆ ಸಮಾಜಕ್ಕೆ ಮಾದರಿಯಾಗಿದೆ ಎಂದರು.: [28, 143, 223, 240]
cyan-registration-dot: [1142, 2008, 1155, 2021]
cell-qty: 1: [930, 1555, 960, 1571]
yellow-registration-dot: [645, 2008, 658, 2021]
dateline: ◆ ಸೊರಬ:: [514, 895, 555, 907]
table-row: [525, 1357, 996, 1404]
article-lead: [514, 550, 676, 700]
office-division: ಸಣ್ಣ ನೀರಾವರಿ ಮತ್ತು ಅಂತರ್ಜಲ ಅಭಿವೃದ್ಧಿ ವಿಭಾಗ, ಮೈಸೂರು: [1066, 1140, 1259, 1152]
page-number: ೧೦: [30, 12, 73, 51]
cell-sl: 08: [525, 1539, 555, 1555]
cell-particulars: Erection of above tank at your spot with mounting to the civil chamber: [555, 1493, 930, 1509]
cell-particulars: Yard fencing as per PESO approved Drawing: [555, 1524, 930, 1540]
masthead: [0, 0, 1339, 62]
article-headline: ಸೇವೆ ಮಾಡುವವರಿಗೆ ಲಯನ್ಸ್ ಸಂಸ್ಥೆಯಲ್ಲಿ ಉತ್ತಮ ಅವಕಾಶ: [514, 864, 919, 888]
office-name: ಸಣ್ಣ ನೀರಾವರಿ ಮತ್ತು ಅಂತರ್ಜಲ ಅಭಿವೃದ್ಧಿ ಇಲಾಖೆ ಕಾರ್ಯನಿರ್ವಾಹಕ ಇಂಜಿನಿಯರರ ಕಛೇರಿ: [1032, 732, 1293, 756]
logo-text: ಹೊಸ ದಿಗಂತ: [180, 10, 286, 39]
cell-units: No.s: [960, 1508, 996, 1524]
article-minister-promise: [28, 70, 665, 506]
article-membership-drive: [514, 516, 1006, 850]
